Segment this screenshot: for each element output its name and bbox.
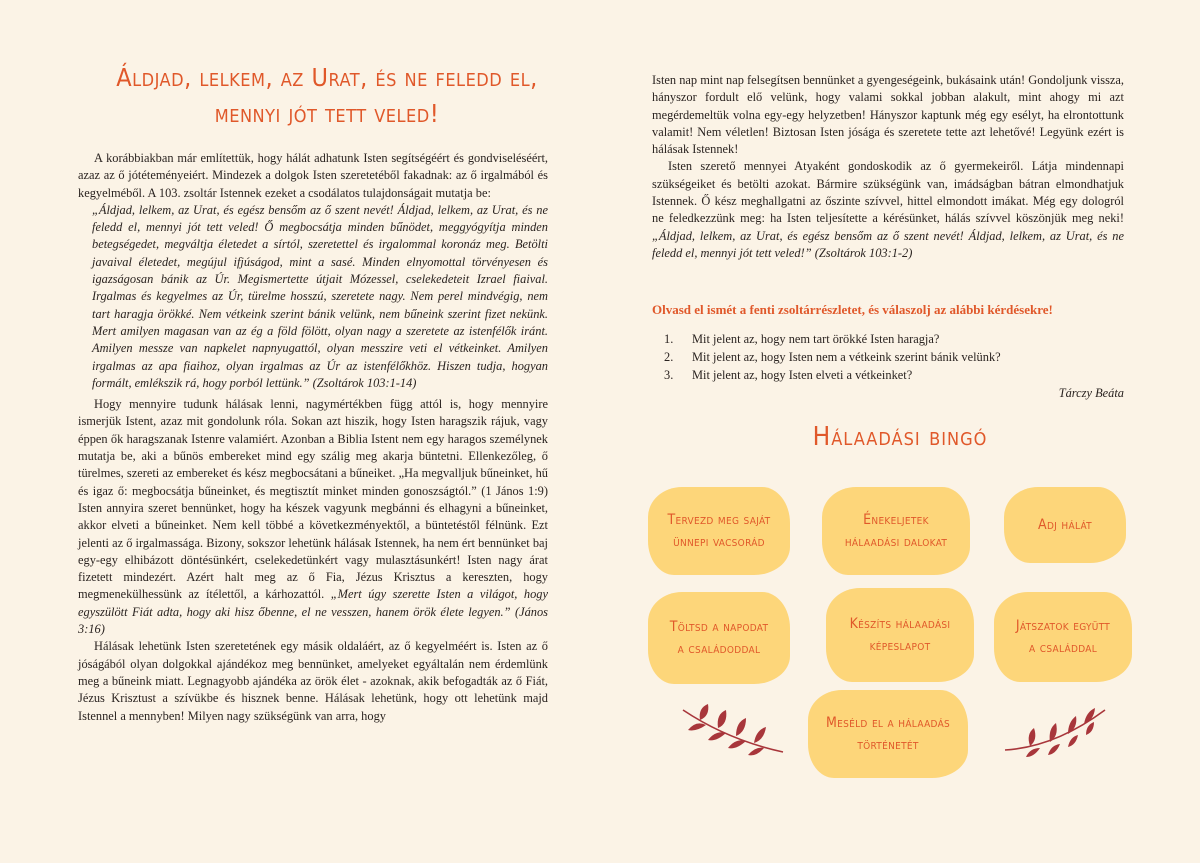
question-text: Mit jelent az, hogy Isten nem a vétkeink szerint bánik velünk? xyxy=(692,350,1001,364)
tile-line: történetét xyxy=(857,737,919,753)
tile-line: Töltsd a napodat xyxy=(669,619,769,635)
bingo-tile xyxy=(648,592,790,684)
paragraph-3: Hálásak lehetünk Isten szeretetének egy másik oldaláért, az ő kegyelméért is. Isten az ő jóságából olyan dolgokkal ajándékoz meg bennünket, amelyeket egyáltalán nem érdemlünk meg a bűneink miatt. Legnagyobb ajándéka az örök élet - azoknak, akik befogadták az ő Fiát, Jézus Krisztust a szívükbe és hisznek benne. Hálásak lehetünk, hogy ott lehetünk majd Istennel a mennyben! Milyen nagy szükségünk van arra, hogy xyxy=(78,639,548,723)
tile-line: Játszatok együtt xyxy=(1015,618,1111,634)
paragraph-1: A korábbiakban már említettük, hogy hálát adhatunk Isten segítségéért és gondviseléséért, azaz az ő jótéteményeiért. Mindezek a dolgok Isten szeretetéből fakadnak: az ő irgalmából és kegyelméből. A 103. zsoltár Istennek ezeket a csodálatos tulajdonságait mutatja be: xyxy=(78,151,548,200)
leaf-branch-icon xyxy=(1000,702,1110,760)
question-text: Mit jelent az, hogy Isten elveti a vétkeinket? xyxy=(692,368,913,382)
paragraph-5-text: Isten szerető mennyei Atyaként gondoskodik az ő gyermekeiről. Látja mindennapi szükségeiket és betölti azokat. Bármire szükségünk van, imádságban bátran elmondhatjuk Istennek. Ő kész meghallgatni az őszinte szívvel, hittel elmondott imákat. Még egy dologról ne feledkezzünk meg: ha Isten teljesítette a kérésünket, hálás szívvel köszönjük meg neki! xyxy=(652,159,1124,226)
author-name: Tárczy Beáta xyxy=(1058,386,1124,400)
task-instruction: Olvasd el ismét a fenti zsoltárrészletet, és válaszolj az alábbi kérdésekre! xyxy=(652,302,1053,317)
paragraph-2-text: Hogy mennyire tudunk hálásak lenni, nagymértékben függ attól is, hogy mennyire ismerjük Istent, azaz mit gondolunk róla. Sokan azt hiszik, hogy Isten haragszik rájuk, vagy éppen ők haragszanak Istenre valamiért. Azonban a Biblia Istent nem egy haragos személynek mutatja be, aki a bűnös embereket mind egy szálig meg akarja büntetni. Ellenkezőleg, ő türelmes, szereti az embereket és kész megbocsátani a bűneiket. „Ha megvalljuk bűneinket, hű és igaz ő: megbocsátja bűneinket, és megtisztít minket minden gonoszságtól.” (1 János 1:9) Isten annyira szeret bennünket, hogy ha készek vagyunk megbánni és elhagyni a bűneinket, akkor elveti a bűneinket. Nem kell többé a következményektől, a büntetéstől félnünk. Ezt jelenti az ő irgalmassága. Bizony, sokszor lehetünk hálásak Istennek, ha nem ért bennünket baj egy-egy elhibázott döntésünkért, cselekedetünkért vagy mulasztásunkért! Isten nagy árat fizetett mindezért. Azért halt meg az ő Fia, Jézus Krisztus a kereszten, hogy megmenekülhessünk az ítélettől, a kárhozattól. xyxy=(78,397,548,602)
john-quote: „Mert úgy szerette Isten a világot, hogy egyszülött Fiát adta, hogy aki hisz őbenne, el ne vesszen, hanem örök élete legyen.” (János 3:16) xyxy=(78,587,548,637)
question-number: 1. xyxy=(664,332,674,346)
bingo-tile xyxy=(1004,487,1126,563)
question-list xyxy=(664,330,1124,384)
left-body xyxy=(78,150,548,725)
tile-line: Tervezd meg saját xyxy=(667,512,771,528)
title-line-1: Áldjad, lelkem, az Urat, és ne feledd el, xyxy=(116,63,538,92)
tile-line: Adj hálát xyxy=(1038,517,1092,533)
tile-line: ünnepi vacsorád xyxy=(673,534,765,550)
bingo-tile xyxy=(648,487,790,575)
bingo-tile xyxy=(826,588,974,682)
right-page xyxy=(600,0,1200,863)
tile-line: Meséld el a hálaadás xyxy=(825,715,951,731)
paragraph-2 xyxy=(78,396,548,638)
psalm-quote: „Áldjad, lelkem, az Urat, és egész bensőm az ő szent nevét! Áldjad, lelkem, az Urat, és ne feledd el, mennyi jót tett veled! Ő megbocsátja minden bűnödet, meggyógyítja minden betegségedet, megváltja életedet a sírtól, szeretettel és irgalommal koronáz meg. Betölti javaival életedet, megújul ifjúságod, mint a sasé. Minden elnyomottal törvényesen és igazságosan bánik az Úr. Megismertette útjait Mózessel, cselekedeteit Izrael fiaival. Irgalmas és kegyelmes az Úr, türelme hosszú, szeretete nagy. Nem perel mindvégig, nem tart haragja örökké. Nem vétkeink szerint bánik velünk, nem bűneink szerint fizet nekünk. Mert amilyen magasan van az ég a föld fölött, olyan nagy a szeretete az istenfélők iránt. Amilyen messze van napkelet napnyugattól, olyan messzire veti el vétkeinket. Amilyen irgalmas az apa fiaihoz, olyan irgalmas az Úr az istenfélőkhöz. Hiszen tudja, hogyan formált, emlékszik rá, hogy porból lettünk.” (Zsoltárok 103:1-14) xyxy=(92,202,548,390)
tile-line: Énekeljetek xyxy=(863,512,929,528)
bingo-tile xyxy=(822,487,970,575)
tile-line: képeslapot xyxy=(869,638,931,654)
question-item xyxy=(664,366,1124,384)
tile-line: hálaadási dalokat xyxy=(844,534,948,550)
bingo-title: Hálaadási bingó xyxy=(812,422,988,452)
title-line-2: mennyi jót tett veled! xyxy=(214,99,440,128)
tile-line: Készíts hálaadási xyxy=(849,616,951,632)
bingo-tile xyxy=(994,592,1132,682)
question-number: 2. xyxy=(664,350,674,364)
psalm-quote-short: „Áldjad, lelkem, az Urat, és egész bensőm az ő szent nevét! Áldjad, lelkem, az Urat, és ne feledd el, mennyi jót tett veled!” (Zsoltárok 103:1-2) xyxy=(652,228,1124,260)
question-text: Mit jelent az, hogy nem tart örökké Isten haragja? xyxy=(692,332,940,346)
tile-line: a családdal xyxy=(1028,640,1098,656)
right-body xyxy=(652,72,1124,262)
paragraph-4: Isten nap mint nap felsegítsen bennünket a gyengeségeink, bukásaink után! Gondoljunk vissza, hányszor fordult elő velünk, hogy valami sokkal jobban alakult, mint ahogy mi azt megérdemeltük volna egy-egy helyzetben! Hányszor kaptunk még egy esélyt, ha elrontottunk valamit! Nem véletlen! Biztosan Isten jósága és szeretete tette azt lehetővé! Legyünk ezért is hálásak Istennek! xyxy=(652,73,1124,157)
question-item xyxy=(664,330,1124,348)
leaf-branch-icon xyxy=(678,700,788,760)
question-item xyxy=(664,348,1124,366)
tile-line: a családoddal xyxy=(677,641,761,657)
bingo-tile xyxy=(808,690,968,778)
paragraph-5 xyxy=(652,158,1124,262)
page-title xyxy=(92,60,562,132)
question-number: 3. xyxy=(664,368,674,382)
